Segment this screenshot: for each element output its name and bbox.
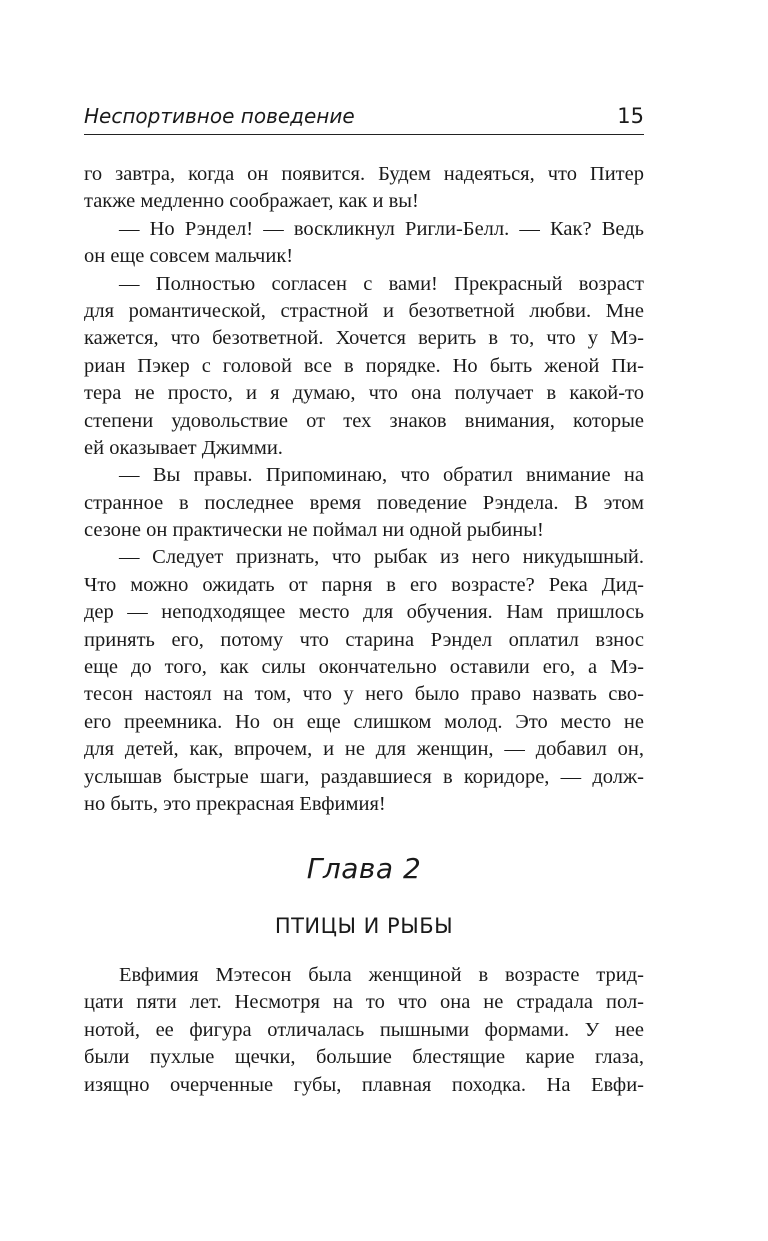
text-line: нотой, ее фигура отличалась пышными формами. У нее: [84, 1018, 644, 1041]
text-line: го завтра, когда он появится. Будем надеяться, что Питер: [84, 163, 644, 185]
text-line: степени удовольствие от тех знаков внимания, которые: [84, 409, 644, 432]
text-line: еще до того, как силы окончательно оставили его, а Мэ-: [84, 656, 644, 679]
text-line: — Следует признать, что рыбак из него никудышный.: [119, 546, 644, 569]
text-line: Что можно ожидать от парня в его возрасте? Река Дид-: [84, 573, 644, 596]
chapter-title: Глава 2: [306, 852, 422, 885]
text-line: для романтической, страстной и безответной любви. Мне: [84, 299, 644, 322]
text-line: риан Пэкер с головой все в порядке. Но быть женой Пи-: [84, 354, 644, 377]
text-line: странное в последнее время поведение Рэндела. В этом: [84, 491, 644, 514]
text-line: но быть, это прекрасная Евфимия!: [84, 792, 386, 815]
text-line: кажется, что безответной. Хочется верить в то, что у Мэ-: [84, 327, 644, 350]
text-line: он еще совсем мальчик!: [84, 245, 294, 268]
page-header: [84, 98, 644, 135]
body-text-bottom: [84, 962, 644, 1099]
text-line: дер — неподходящее место для обучения. Нам пришлось: [84, 601, 644, 624]
text-line: были пухлые щечки, большие блестящие карие глаза,: [84, 1046, 644, 1069]
text-line: ей оказывает Джимми.: [84, 436, 283, 459]
text-line: его преемника. Но он еще слишком молод. Это место не: [84, 710, 644, 733]
text-line: тера не просто, и я думаю, что она получает в какой-то: [84, 382, 644, 405]
text-line: Евфимия Мэтесон была женщиной в возрасте трид-: [119, 964, 644, 986]
text-line: — Полностью согласен с вами! Прекрасный возраст: [119, 272, 644, 295]
text-line: услышав быстрые шаги, раздавшиеся в коридоре, — долж-: [84, 765, 644, 788]
text-line: — Но Рэндел! — воскликнул Ригли-Белл. — Как? Ведь: [119, 217, 644, 240]
text-line: — Вы правы. Припоминаю, что обратил внимание на: [119, 464, 644, 487]
body-text-top: [84, 161, 644, 818]
text-line: изящно очерченные губы, плавная походка. На Евфи-: [84, 1073, 644, 1096]
text-line: сезоне он практически не поймал ни одной рыбины!: [84, 519, 544, 542]
text-line: также медленно соображает, как и вы!: [84, 190, 419, 213]
text-line: тесон настоял на том, что у него было право назвать сво-: [84, 683, 644, 706]
text-line: принять его, потому что старина Рэндел оплатил взнос: [84, 628, 644, 651]
chapter-subtitle: ПТИЦЫ И РЫБЫ: [274, 914, 454, 938]
running-head: Неспортивное поведение: [84, 104, 355, 128]
page-number: 15: [617, 104, 644, 128]
text-line: для детей, как, впрочем, и не для женщин, — добавил он,: [84, 738, 644, 761]
text-line: цати пяти лет. Несмотря на то что она не страдала пол-: [84, 991, 644, 1014]
